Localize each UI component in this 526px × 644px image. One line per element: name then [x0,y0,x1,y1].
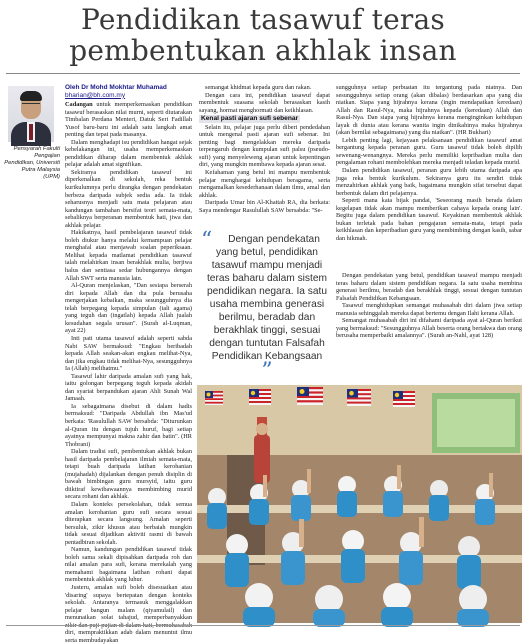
paragraph-quran: Semangat muhasabah diri ini difahami daripada ayat al-Quran berikut yang bermaksud: "Sesungguhnya Allah beserta orang bertakwa dan orang berusaha memperbaiki amalannya". (Surah an-Nahl, ayat 128) [336,317,522,340]
paragraph: Inti pati utama tasawuf adalah seperti sabda Nabi SAW bermaksud: "Engkau beribadah kepada Allah seakan-akan engkau melihat-Nya, dan jika engkau tidak melihat-Nya, sesungguhnya Ia (Allah) melihatmu." [65,334,192,373]
paragraph: Namun, kandungan pendidikan tasawuf tidak boleh sama sekali dipisahkan daripada roh dan nilai amalan para sufi, kerana merekalah yang memahami bagaimana latihan rohani dapat membentuk akhlak yang luhur. [65,546,192,584]
paragraph: Lebih penting lagi, kejayaan pelaksanaan pendidikan tasawuf amat bergantung kepada peranan guru. Guru tasawuf tidak boleh dipilih sewenang-wenangnya. Mereka perlu memiliki kepribadian mulia dan pengalaman rohani membolehkan mereka menjadi teladan kepada murid. [336,136,522,167]
footer-divider [6,625,520,626]
paragraph: Tasawuf lahir daripada amalan sufi yang hak, iaitu golongan berpegang teguh kepada akidah dan syariat berpandukan ajaran Ahli Sunah Wal Jamaah. [65,372,192,403]
paragraph: Selain itu, pelajar juga perlu diberi pendedahan untuk mengenal pasti ajaran sufi sebenar. Ini penting bagi mengelakkan mereka daripada terpengaruh dengan kumpulan sufi palsu (pseudo-sufi) yang menyeleweng ajaran untuk kepentingan diri, yang mungkin membawa kepada ajaran sesat. [199,123,330,169]
classroom-photo [197,385,522,623]
paragraph: Dengan cara ini, pendidikan tasawuf dapat membentuk suasana sekolah berasaskan kasih sayang, hormat menghormati dan keikhlasan. [199,91,330,114]
paragraph: Daripada Umar bin Al-Khattab RA, dia berkata: Saya mendengar Rasulullah SAW bersabda: "Se- [199,199,330,214]
paragraph: Sekiranya pendidikan tasawuf ini diperkenalkan di sekolah, reka bentuk kurikulumnya perlu dirangka dengan pendekatan berbeza daripada subjek sedia ada. Ia tidak seharusnya menjadi satu mata pelajaran atau kandungan tambahan bersifat teori semata-mata, sebaliknya berperanan membentuk hati, jiwa dan akhlak pelajar. [65,168,192,229]
column-3 [199,84,330,222]
headline [0,4,526,66]
headline-line2: pembentukan akhlak insan [69,34,457,67]
lead-word: Cadangan [65,101,93,108]
classroom-illustration [197,385,522,623]
open-quote-icon: “ [201,228,213,253]
author-photo [8,86,54,142]
author-caption: Pensyarah Fakulti Pengajian Pendidikan, Universiti Putra Malaysia (UPM) [4,146,60,180]
paragraph: Ia sebagaimana disebut di dalam hadis bermaksud: "Daripada Abdullah ibn Mas'ud berkata: 'Rasulullah SAW bersabda: "Diturunkan al-Quran itu dengan tujuh huruf, bagi setiap ayatnya mempunyai makna zahir dan batin". (HR Thobrani) [65,402,192,448]
paragraph: Dalam pendidikan tasawuf, peranan guru lebih utama daripada apa juga reka bentuk kurikulum. Sekiranya guru itu sendiri tidak menzahirkan akhlak yang baik, bagaimana mungkin sifat tersebut dapat berbentuk dalam diri pelajarnya. [336,167,522,197]
paragraph: semangat khidmat kepada guru dan rakan. [205,84,312,91]
column-4-continued [336,272,522,382]
column-2 [65,84,192,644]
paragraph [65,101,192,139]
paragraph-quran: Al-Quran menjelaskan, "Dan sesiapa berserah diri kepada Allah dan dia pula berusaha mengerjakan kebaikan, maka sesungguhnya dia telah berpegang kepada simpulan (tali agama) yang teguh dan (ingatlah) kepada Allah jualah kesudahan segala urusan". (Surah al-Luqman, ayat 22) [65,282,192,335]
header-divider [6,73,520,74]
paragraph: sungguhnya setiap perbuatan itu tergantung pada niatnya. Dan sesungguhnya setiap orang (akan dibalas) berdasarkan apa yang dia niatkan. Siapa yang hijrahnya kerana (ingin mendapatkan keredaan) Allah dan Rasul-Nya, maka hijrahnya kepada (keredaan) Allah dan Rasul-Nya. Dan siapa yang hijrahnya kerana menginginkan kehidupan layak di dunia atau kerana wanita ingin dinikahinya maka hijrahnya (akan bernilai sebagaimana) yang dia niatkan". (HR Bukhari) [336,84,522,137]
headline-line1: Pendidikan tasawuf teras [81,3,445,36]
section-subhead: Kenal pasti ajaran sufi sebenar [201,115,299,123]
pull-quote-text: Dengan pendekatan yang betul, pendidikan tasawuf mampu menjadi teras baharu dalam sistem pendidikan negara. Ia satu usaha membina generasi berilmu, beradab dan berakhlak tinggi, sesuai dengan tuntutan Falsafah Pendidikan Kebangsaan [206,234,328,362]
paragraph: Dalam tradisi sufi, pembentukan akhlak bukan hasil daripada pembelajaran ilmiah semata-mata, tetapi buah daripada latihan kerohanian (mujahadah) dijalankan dengan penuh disiplin di bawah bimbingan guru mursyid, iaitu guru diiktiraf kewibawaannya membimbing murid secara rohani dan akhlak. [65,448,192,501]
pull-quote [201,228,331,384]
paragraph: Kefahaman yang betul ini mampu membentuk pelajar menghargai kehidupan beragama, serta mengamalkan kesederhanaan dalam ilmu, amal dan akhlak. [199,169,330,199]
author-byline: Oleh Dr Mohd Mokhtar Muhamad [65,84,167,91]
paragraph: Seperti mana kata bijak pandai, 'Seseorang masih berada dalam kegelapan tidak akan mampu memberikan cahaya kepada orang lain'. Begitu juga dalam pendidikan tasawuf. Keyakinan membentuk akhlak bukan terletak pada bahan pengajaran semata-mata, tetapi pada keikhlasan dan keperibadian guru yang membimbing dengan kasih, sabar dan hikmah. [336,197,522,242]
author-email-link[interactable]: bharian@bh.com.my [65,91,126,99]
paragraph-text: untuk memperkemaskan pendidikan tasawuf berasaskan nilai murni, seperti diutarakan Timbalan Perdana Menteri, Datuk Seri Fadillah Yusof baru-baru ini adalah satu langkah amat penting dan tepat pada masanya. [65,101,192,139]
paragraph: Hakikatnya, hasil pembelajaran tasawuf tidak boleh diukur hanya melalui kemampuan pelajar menghafal atau menjawab soalan peperiksaan. Melihat kepada matlamat pendidikan tasawuf ialah melahirkan insan berakhlak mulia, berjiwa halus dan sentiasa sedar hubungannya dengan Allah SWT serta manusia lain. [65,229,192,282]
close-quote-icon: ” [261,359,273,384]
paragraph: Justeru, amalan sufi boleh disesuaikan atau 'disaring' supaya bertepatan dengan konteks sekolah. Antaranya termasuk menggalakkan pelajar bangun malam (qiyamulail) dan menunaikan solat tahajud, memperbanyakkan diri, mempraktikkan adab dalam menuntut ilmu serta membudayakan [65,584,192,644]
paragraph: Dalam konteks persekolahan, tidak semua amalan kerohanian guru sufi secara sesuai diterapkan secara langsung. Amalan seperti bersuluk, zikir khusus atau berbaiah mungkin tidak sesuai dijadikan aktiviti rasmi di bawah pentadbiran sekolah. [65,500,192,546]
paragraph: Dengan pendekatan yang betul, pendidikan tasawuf mampu menjadi teras baharu dalam sistem pendidikan negara. Ia satu usaha membina generasi berilmu, beradab dan berakhlak tinggi, sesuai dengan tuntutan Falsafah Pendidikan Kebangsaan. [336,272,522,302]
paragraph: Dalam menghadapi isu pendidikan hangat sejak kebelakangan ini, usaha memperkemaskan pendidikan diharap dalam membentuk akhlak pelajar adalah amat signifikan. [65,138,192,169]
paragraph: Tasawuf menghidupkan semangat muhasabah diri dalam jiwa setiap manusia sehinggalah mereka dapat bertemu dengan Ilahi kerana Allah. [336,302,522,317]
